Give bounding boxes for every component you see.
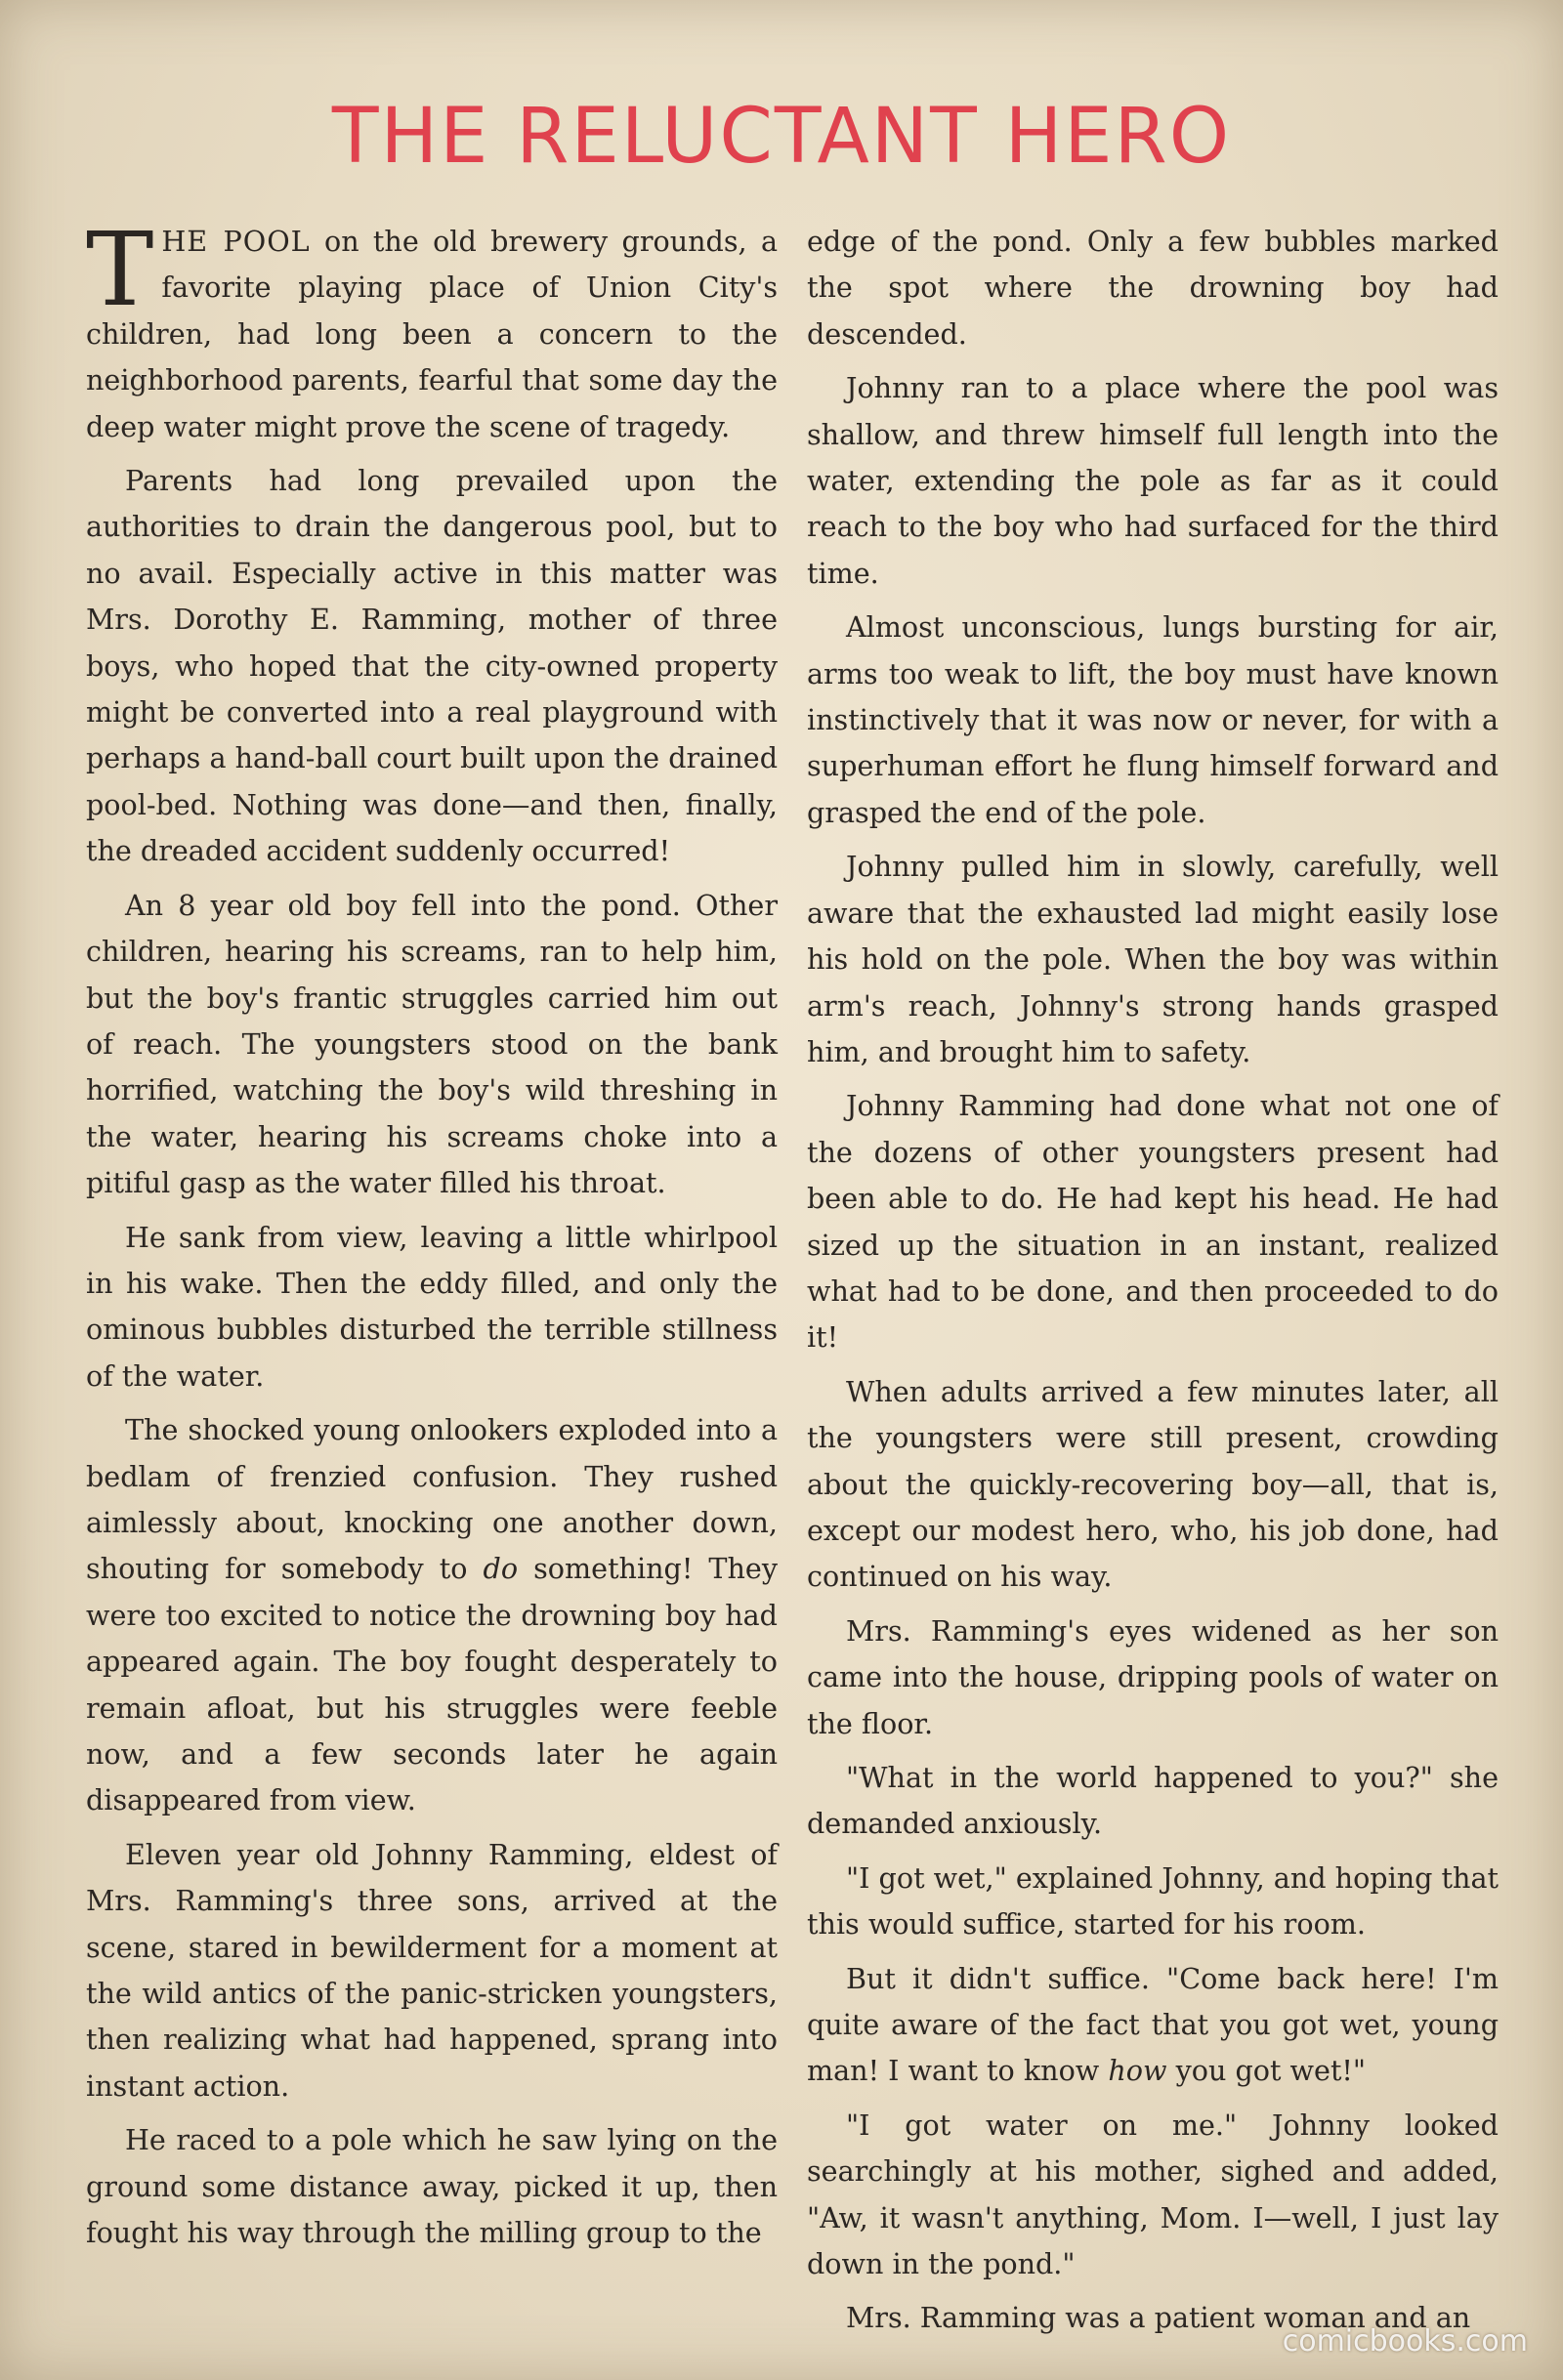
paragraph-17: "I got water on me." Johnny looked searchingly at his mother, sighed and added, "Aw, it wasn't anything, Mom. I—well, I just lay down in the pond." xyxy=(807,2108,1499,2281)
paragraph-14: "What in the world happened to you?" she demanded anxiously. xyxy=(807,1761,1499,1841)
emphasis-text: how xyxy=(1108,2054,1167,2088)
paragraph-text: on the old brewery grounds, a favorite playing place of Union City's children, had long been a concern to the neighborhood parents, fearful that some day the deep water might prove the scene of tragedy. xyxy=(86,225,779,443)
drop-cap: T xyxy=(86,210,154,329)
paragraph-text: you got wet!" xyxy=(1166,2054,1367,2088)
paragraph-8: Johnny ran to a place where the pool was shallow, and threw himself full length into the water, extending the pole as far as it could reach to the boy who had surfaced for the third time. xyxy=(807,371,1499,590)
right-column xyxy=(807,219,1499,2350)
paragraph-text: But it didn't suffice. "Come back here! I'm quite aware of the fact that you got wet, young man! I want to know xyxy=(807,1961,1499,2088)
paragraph-text: something! They were too excited to notice the drowning boy had appeared again. The boy fought desperately to remain afloat, but his struggles were feeble now, and a few seconds later he again disappeared from view. xyxy=(86,1552,778,1817)
story-title: THE RELUCTANT HERO xyxy=(331,93,1232,181)
paragraph-18: Mrs. Ramming was a patient woman and an xyxy=(846,2301,1471,2335)
paragraph-16 xyxy=(807,1956,1499,2095)
paragraph-2: Parents had long prevailed upon the authorities to drain the dangerous pool, but to no avail. Especially active in this matter was Mrs. Dorothy E. Ramming, mother of three boys, who hoped that the city-owned property might be converted into a real playground with perhaps a hand-ball court built upon the drained pool-bed. Nothing was done—and then, finally, the dreaded accident suddenly occurred! xyxy=(86,464,778,868)
paragraph-1 xyxy=(86,210,779,450)
paragraph-6: Eleven year old Johnny Ramming, eldest of Mrs. Ramming's three sons, arrived at the scene, stared in bewilderment for a moment at the wild antics of the panic-stricken youngsters, then realizing what had happened, sprang into instant action. xyxy=(86,1837,778,2103)
left-column xyxy=(86,210,779,2264)
paragraph-3: An 8 year old boy fell into the pond. Other children, hearing his screams, ran to help him, but the boy's frantic struggles carried him out of reach. The youngsters stood on the bank horrified, watching the boy's wild threshing in the water, hearing his screams choke into a pitiful gasp as the water filled his throat. xyxy=(86,888,778,1200)
site-watermark: comicbooks.com xyxy=(1282,2324,1528,2359)
paragraph-9: Almost unconscious, lungs bursting for air, arms too weak to lift, the boy must have known instinctively that it was now or never, for with a superhuman effort he flung himself forward and grasped the end of the pole. xyxy=(807,610,1499,829)
paragraph-continued: edge of the pond. Only a few bubbles marked the spot where the drowning boy had descended. xyxy=(807,225,1499,351)
paragraph-7: He raced to a pole which he saw lying on the ground some distance away, picked it up, then fought his way through the milling group to the xyxy=(86,2123,778,2250)
paragraph-10: Johnny pulled him in slowly, carefully, well aware that the exhausted lad might easily lose his hold on the pole. When the boy was within arm's reach, Johnny's strong hands grasped him, and brought him to safety. xyxy=(807,850,1499,1068)
paragraph-text: The shocked young onlookers exploded into a bedlam of frenzied confusion. They rushed aimlessly about, knocking one another down, shouting for somebody to xyxy=(86,1413,778,1586)
emphasis-text: do xyxy=(483,1552,519,1586)
paragraph-13: Mrs. Ramming's eyes widened as her son came into the house, dripping pools of water on the floor. xyxy=(807,1613,1499,1740)
lead-in-caps: HE POOL xyxy=(161,225,311,258)
paragraph-11: Johnny Ramming had done what not one of the dozens of other youngsters present had been able to do. He had kept his head. He had sized up the situation in an instant, realized what had to be done, and then proceeded to do it! xyxy=(807,1089,1499,1355)
paragraph-12: When adults arrived a few minutes later, all the youngsters were still present, crowding about the quickly-recovering boy—all, that is, except our modest hero, who, his job done, had continued on his way. xyxy=(807,1374,1499,1594)
paragraph-4: He sank from view, leaving a little whirlpool in his wake. Then the eddy filled, and only the ominous bubbles disturbed the terrible stillness of the water. xyxy=(86,1220,778,1393)
paragraph-5 xyxy=(86,1407,778,1824)
paragraph-15: "I got wet," explained Johnny, and hoping that this would suffice, started for his room. xyxy=(807,1860,1499,1942)
